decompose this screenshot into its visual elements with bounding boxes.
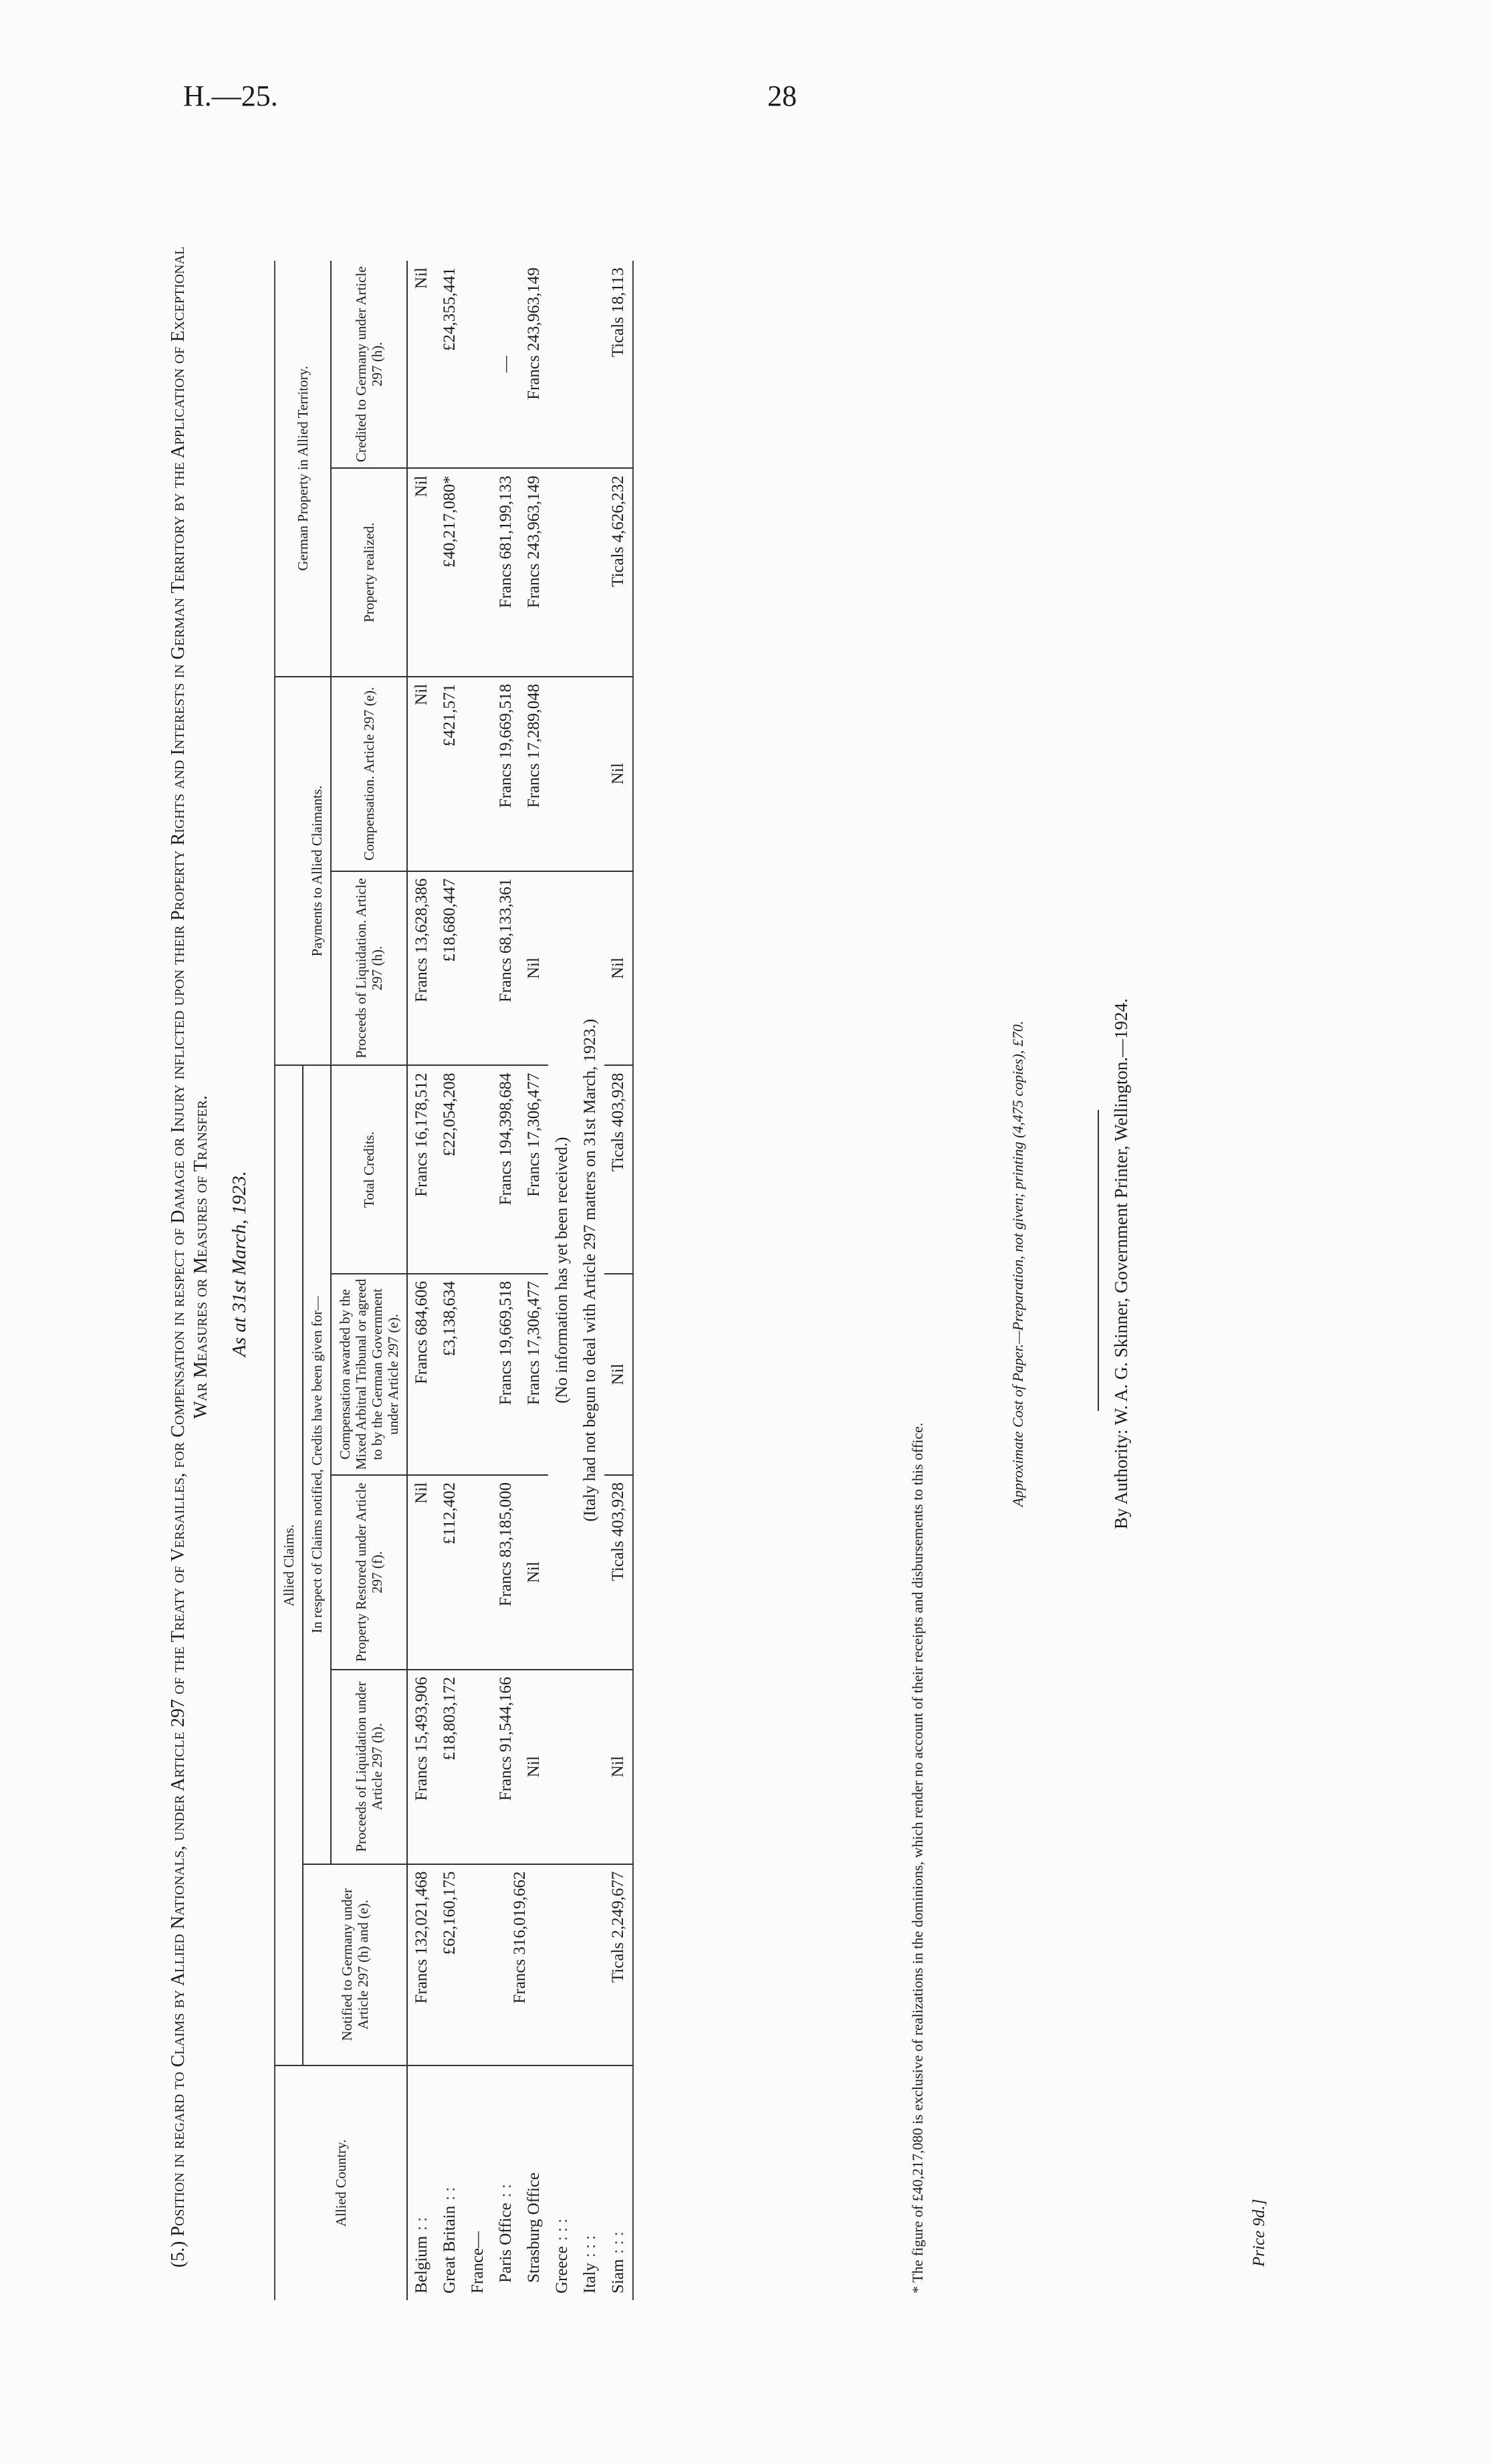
cell-total-credits: Francs 16,178,512 — [407, 1065, 436, 1273]
header-proceeds-liquidation-a: Proceeds of Liquidation under Article 297 (h). — [331, 1670, 407, 1864]
header-property-realized: Property realized. — [331, 468, 407, 676]
cell-compensation-awarded: Francs 684,606 — [407, 1274, 436, 1475]
country-name: Greece — [553, 2246, 571, 2293]
country-name: Paris Office — [497, 2203, 515, 2283]
header-compensation-awarded: Compensation awarded by the Mixed Arbitral Tribunal or agreed to by the German Government under Article 297 (e). — [331, 1274, 407, 1475]
divider-rule — [1098, 1110, 1099, 1411]
cell-notified: Ticals 2,249,677 — [604, 1864, 633, 2065]
cost-of-paper: Approximate Cost of Paper.—Preparation, not given; printing (4,475 copies), £70. — [1009, 1020, 1026, 1507]
cell-restored: Francs 83,185,000 — [492, 1475, 520, 1670]
header-total-credits: Total Credits. — [331, 1065, 407, 1273]
table-row — [464, 261, 492, 2300]
cell-credited: — — [492, 261, 520, 468]
cell-restored: Nil — [520, 1475, 548, 1670]
cell-proceeds-b: Francs 68,133,361 — [492, 871, 520, 1066]
cell-note: (Italy had not begun to deal with Article 297 matters on 31st March, 1923.) — [576, 871, 604, 1670]
claims-table — [274, 261, 634, 2300]
cell-restored: Nil — [407, 1475, 436, 1670]
header-proceeds-liquidation-b: Proceeds of Liquidation. Article 297 (h). — [331, 871, 407, 1066]
header-property-restored: Property Restored under Article 297 (f). — [331, 1475, 407, 1670]
cell-notified: Francs 316,019,662 — [492, 1864, 548, 2065]
cell-compensation-b: Francs 17,289,048 — [520, 677, 548, 871]
cell-credited: £24,355,441 — [436, 261, 464, 468]
cell-restored: £112,402 — [436, 1475, 464, 1670]
cell-credited: Ticals 18,113 — [604, 261, 633, 468]
cell-proceeds-a: Francs 15,493,906 — [407, 1670, 436, 1864]
cell-proceeds-a: Nil — [520, 1670, 548, 1864]
cell-restored: Ticals 403,928 — [604, 1475, 633, 1670]
cell-proceeds-b: Nil — [604, 871, 633, 1066]
cell-proceeds-b: £18,680,447 — [436, 871, 464, 1066]
cell-compensation-awarded: Francs 17,306,477 — [520, 1274, 548, 1475]
table-row: Greece: : : (No information has yet been received.) — [548, 261, 576, 2300]
cell-compensation-b: £421,571 — [436, 677, 464, 871]
header-credits-group: In respect of Claims notified, Credits have been given for— — [303, 1065, 331, 1864]
header-credited-to-germany: Credited to Germany under Article 297 (h). — [331, 261, 407, 468]
cell-compensation-b: Francs 19,669,518 — [492, 677, 520, 871]
country-name: Italy — [581, 2263, 599, 2293]
printer-authority: By Authority: W. A. G. Skinner, Government Printer, Wellington.—1924. — [1111, 998, 1131, 1529]
cell-notified: £62,160,175 — [436, 1864, 464, 2065]
cell-notified: Francs 132,021,468 — [407, 1864, 436, 2065]
cell-property-realized: Nil — [407, 468, 436, 676]
cell-proceeds-a: £18,803,172 — [436, 1670, 464, 1864]
header-allied-country: Allied Country. — [333, 2139, 349, 2227]
cell-property-realized: £40,217,080* — [436, 468, 464, 676]
cell-proceeds-b: Nil — [520, 871, 548, 1066]
table-title: (5.) Position in regard to Claims by Allied Nationals, under Article 297 of the Treaty of Versailles, for Compensation in respect of Damage or Injury inflicted upon their Property Rights and Interests in German Territory by the Application of Exceptional War Measures or Measures of Transfer. — [168, 246, 211, 2268]
cell-compensation-awarded: Nil — [604, 1274, 633, 1475]
cell-note: (No information has yet been received.) — [548, 871, 576, 1670]
cell-proceeds-a: Nil — [604, 1670, 633, 1864]
cell-compensation-b: Nil — [604, 677, 633, 871]
cell-compensation-awarded: Francs 19,669,518 — [492, 1274, 520, 1475]
cell-total-credits: Francs 194,398,684 — [492, 1065, 520, 1273]
country-name: Great Britain — [441, 2205, 459, 2293]
rotated-table-page — [154, 187, 1344, 2340]
header-german-property: German Property in Allied Territory. — [275, 261, 331, 677]
cell-total-credits: £22,054,208 — [436, 1065, 464, 1273]
table-row: Siam: : : Ticals 2,249,677 Nil Ticals 403,928 Nil Ticals 403,928 Nil Nil Ticals 4,626,232 Ticals 18,113 — [604, 261, 633, 2300]
country-name: Belgium — [412, 2235, 430, 2293]
table-row: Italy: : : (Italy had not begun to deal with Article 297 matters on 31st March, 1923.) — [576, 261, 604, 2300]
cell-property-realized: Francs 681,199,133 — [492, 468, 520, 676]
country-name: Strasburg Office — [525, 2172, 543, 2283]
header-blank — [275, 677, 303, 1066]
cell-credited: Nil — [407, 261, 436, 468]
cell-proceeds-a: Francs 91,544,166 — [492, 1670, 520, 1864]
cell-credited: Francs 243,963,149 — [520, 261, 548, 468]
cell-total-credits: Francs 17,306,477 — [520, 1065, 548, 1273]
cell-proceeds-b: Francs 13,628,386 — [407, 871, 436, 1066]
table-date-subtitle: As at 31st March, 1923. — [229, 1171, 250, 1357]
page-reference: H.—25. — [183, 80, 278, 112]
cell-property-realized: Francs 243,963,149 — [520, 468, 548, 676]
price-note: Price 9d.] — [1250, 2199, 1268, 2267]
footnote: * The figure of £40,217,080 is exclusive of realizations in the dominions, which render no account of their receipts and disbursements to this office. — [909, 1422, 926, 2293]
header-notified: Notified to Germany under Article 297 (h) and (e). — [303, 1864, 407, 2065]
cell-property-realized: Ticals 4,626,232 — [604, 468, 633, 676]
cell-total-credits: Ticals 403,928 — [604, 1065, 633, 1273]
country-name: France— — [469, 2231, 487, 2293]
table-row: Great Britain: : £62,160,175 £18,803,172 £112,402 £3,138,634 £22,054,208 £18,680,447 £421,571 £40,217,080* £24,355,441 — [436, 261, 464, 2300]
header-compensation-b: Compensation. Article 297 (e). — [331, 677, 407, 871]
cell-compensation-b: Nil — [407, 677, 436, 871]
table-row: Paris Office: : Francs 316,019,662 Francs 91,544,166 Francs 83,185,000 Francs 19,669,518 Francs 194,398,684 Francs 68,133,361 Francs 19,669,518 Francs 681,199,133 — — [492, 261, 520, 2300]
cell-compensation-awarded: £3,138,634 — [436, 1274, 464, 1475]
header-allied-claims: Allied Claims. — [275, 1065, 303, 2065]
table-row: Belgium: : Francs 132,021,468 Francs 15,493,906 Nil Francs 684,606 Francs 16,178,512 Francs 13,628,386 Nil Nil Nil — [407, 261, 436, 2300]
header-payments-group: Payments to Allied Claimants. — [303, 677, 331, 1066]
page-number: 28 — [767, 80, 797, 112]
country-name: Siam — [609, 2259, 627, 2293]
